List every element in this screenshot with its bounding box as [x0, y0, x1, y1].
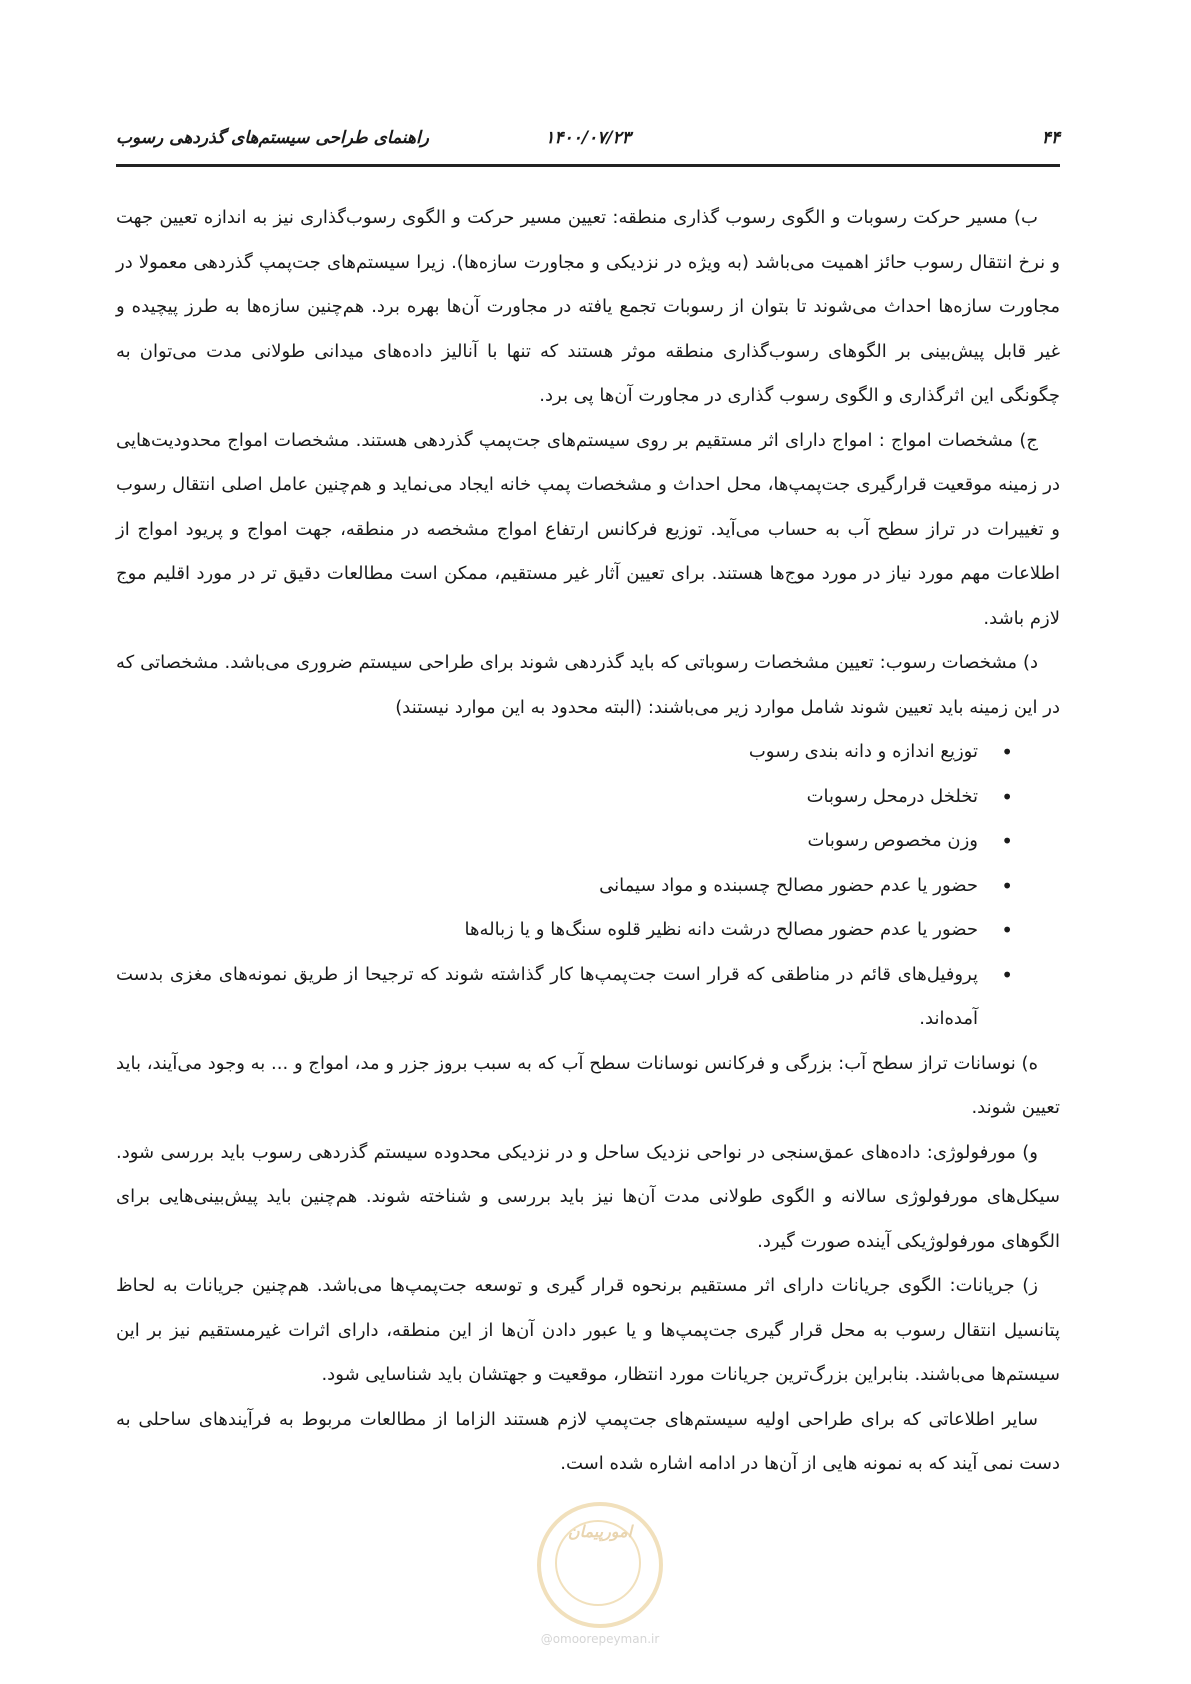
paragraph-sediment-properties: د) مشخصات رسوب: تعیین مشخصات رسوباتی که باید گذردهی شوند برای طراحی سیستم ضروری می‌باشد. مشخصاتی که در این زمینه باید تعیین شوند شامل موارد زیر می‌باشند: (البته محدود به این موارد نیستند) [116, 652, 1060, 718]
list-item: • وزن مخصوص رسوبات [116, 819, 1060, 864]
header-divider [116, 164, 1060, 167]
list-item: • حضور یا عدم حضور مصالح چسبنده و مواد سیمانی [116, 864, 1060, 909]
list-item: • حضور یا عدم حضور مصالح درشت دانه نظیر قلوه سنگ‌ها و یا زباله‌ها [116, 908, 1060, 953]
paragraph-other-info: سایر اطلاعاتی که برای طراحی اولیه سیستم‌های جت‌پمپ لازم هستند الزاما از مطالعات مربوط به فرآیندهای ساحلی به دست نمی آیند که به نمونه هایی از آن‌ها در ادامه اشاره شده است. [116, 1408, 1060, 1474]
paragraph-currents: ز) جریانات: الگوی جریانات دارای اثر مستقیم برنحوه قرار گیری و توسعه جت‌پمپ‌ها می‌باشد. هم‌چنین جریانات به لحاظ پتانسیل انتقال رسوب به محل قرار گیری جت‌پمپ‌ها و یا عبور دادن آن‌ها از این منطقه، دارای اثرات غیرمستقیم نیز بر این سیستم‌ها می‌باشند. بنابراین بزرگ‌ترین جریانات مورد انتظار، موقعیت و جهتشان باید شناسایی شود. [116, 1275, 1060, 1385]
sediment-properties-list [116, 730, 1060, 1042]
paragraph-morphology: و) مورفولوژی: داده‌های عمق‌سنجی در نواحی نزدیک ساحل و در نزدیکی محدوده سیستم گذردهی رسوب باید بررسی شود. سیکل‌های مورفولوژی سالانه و الگوی طولانی مدت آن‌ها نیز باید بررسی و شناخته شوند. هم‌چنین باید پیش‌بینی‌هایی برای الگوهای مورفولوژیکی آینده صورت گیرد. [116, 1141, 1060, 1252]
list-item: • پروفیل‌های قائم در مناطقی که قرار است جت‌پمپ‌ها کار گذاشته شوند که ترجیحا از طریق نمونه‌های مغزی بدست آمده‌اند. [116, 953, 1060, 1042]
paragraph-water-level: ه) نوسانات تراز سطح آب: بزرگی و فرکانس نوسانات سطح آب که به سبب بروز جزر و مد، امواج و ... به وجود می‌آیند، باید تعیین شوند. [116, 1052, 1060, 1118]
page-header [116, 128, 1060, 156]
paragraph-sediment-path: ب) مسیر حرکت رسوبات و الگوی رسوب گذاری منطقه: تعیین مسیر حرکت و الگوی رسوب‌گذاری نیز به اندازه تعیین جهت و نرخ انتقال رسوب حائز اهمیت می‌باشد (به ویژه در نزدیکی و مجاورت سازه‌ها). زیرا سیستم‌های جت‌پمپ گذردهی معمولا در مجاورت سازه‌ها احداث می‌شوند تا بتوان از رسوبات تجمع یافته در مجاورت آن‌ها بهره برد. هم‌چنین سازه‌ها به طرز پیچیده و غیر قابل پیش‌بینی بر الگوهای رسوب‌گذاری منطقه موثر هستند که تنها با آنالیز داده‌های میدانی طولانی مدت می‌توان به چگونگی این اثرگذاری و الگوی رسوب گذاری در مجاورت آن‌ها پی برد. [116, 207, 1060, 406]
seal-logo-icon [537, 1502, 663, 1628]
document-title: راهنمای طراحی سیستم‌های گذردهی رسوب [116, 128, 429, 148]
page-number: ۴۴ [1041, 128, 1060, 148]
watermark-handle: @omoorepeyman.ir [540, 1632, 660, 1646]
seal-text: امورپیمان [567, 1522, 633, 1541]
list-item: • توزیع اندازه و دانه بندی رسوب [116, 730, 1060, 775]
list-item: • تخلخل درمحل رسوبات [116, 775, 1060, 820]
header-date: ۱۴۰۰/۰۷/۲۳ [545, 128, 631, 148]
paragraph-waves: ج) مشخصات امواج : امواج دارای اثر مستقیم بر روی سیستم‌های جت‌پمپ گذردهی هستند. مشخصات امواج محدودیت‌هایی در زمینه موقعیت قرارگیری جت‌پمپ‌ها، محل احداث و مشخصات پمپ خانه ایجاد می‌نماید و هم‌چنین عامل اصلی انتقال رسوب و تغییرات در تراز سطح آب به حساب می‌آید. توزیع فرکانس ارتفاع امواج مشخصه در منطقه، جهت امواج و پریود امواج از اطلاعات مهم مورد نیاز در مورد موج‌ها هستند. برای تعیین آثار غیر مستقیم، ممکن است مطالعات دقیق تر در مورد اقلیم موج لازم باشد. [116, 429, 1060, 629]
document-body [116, 196, 1060, 1487]
watermark [522, 1502, 678, 1646]
